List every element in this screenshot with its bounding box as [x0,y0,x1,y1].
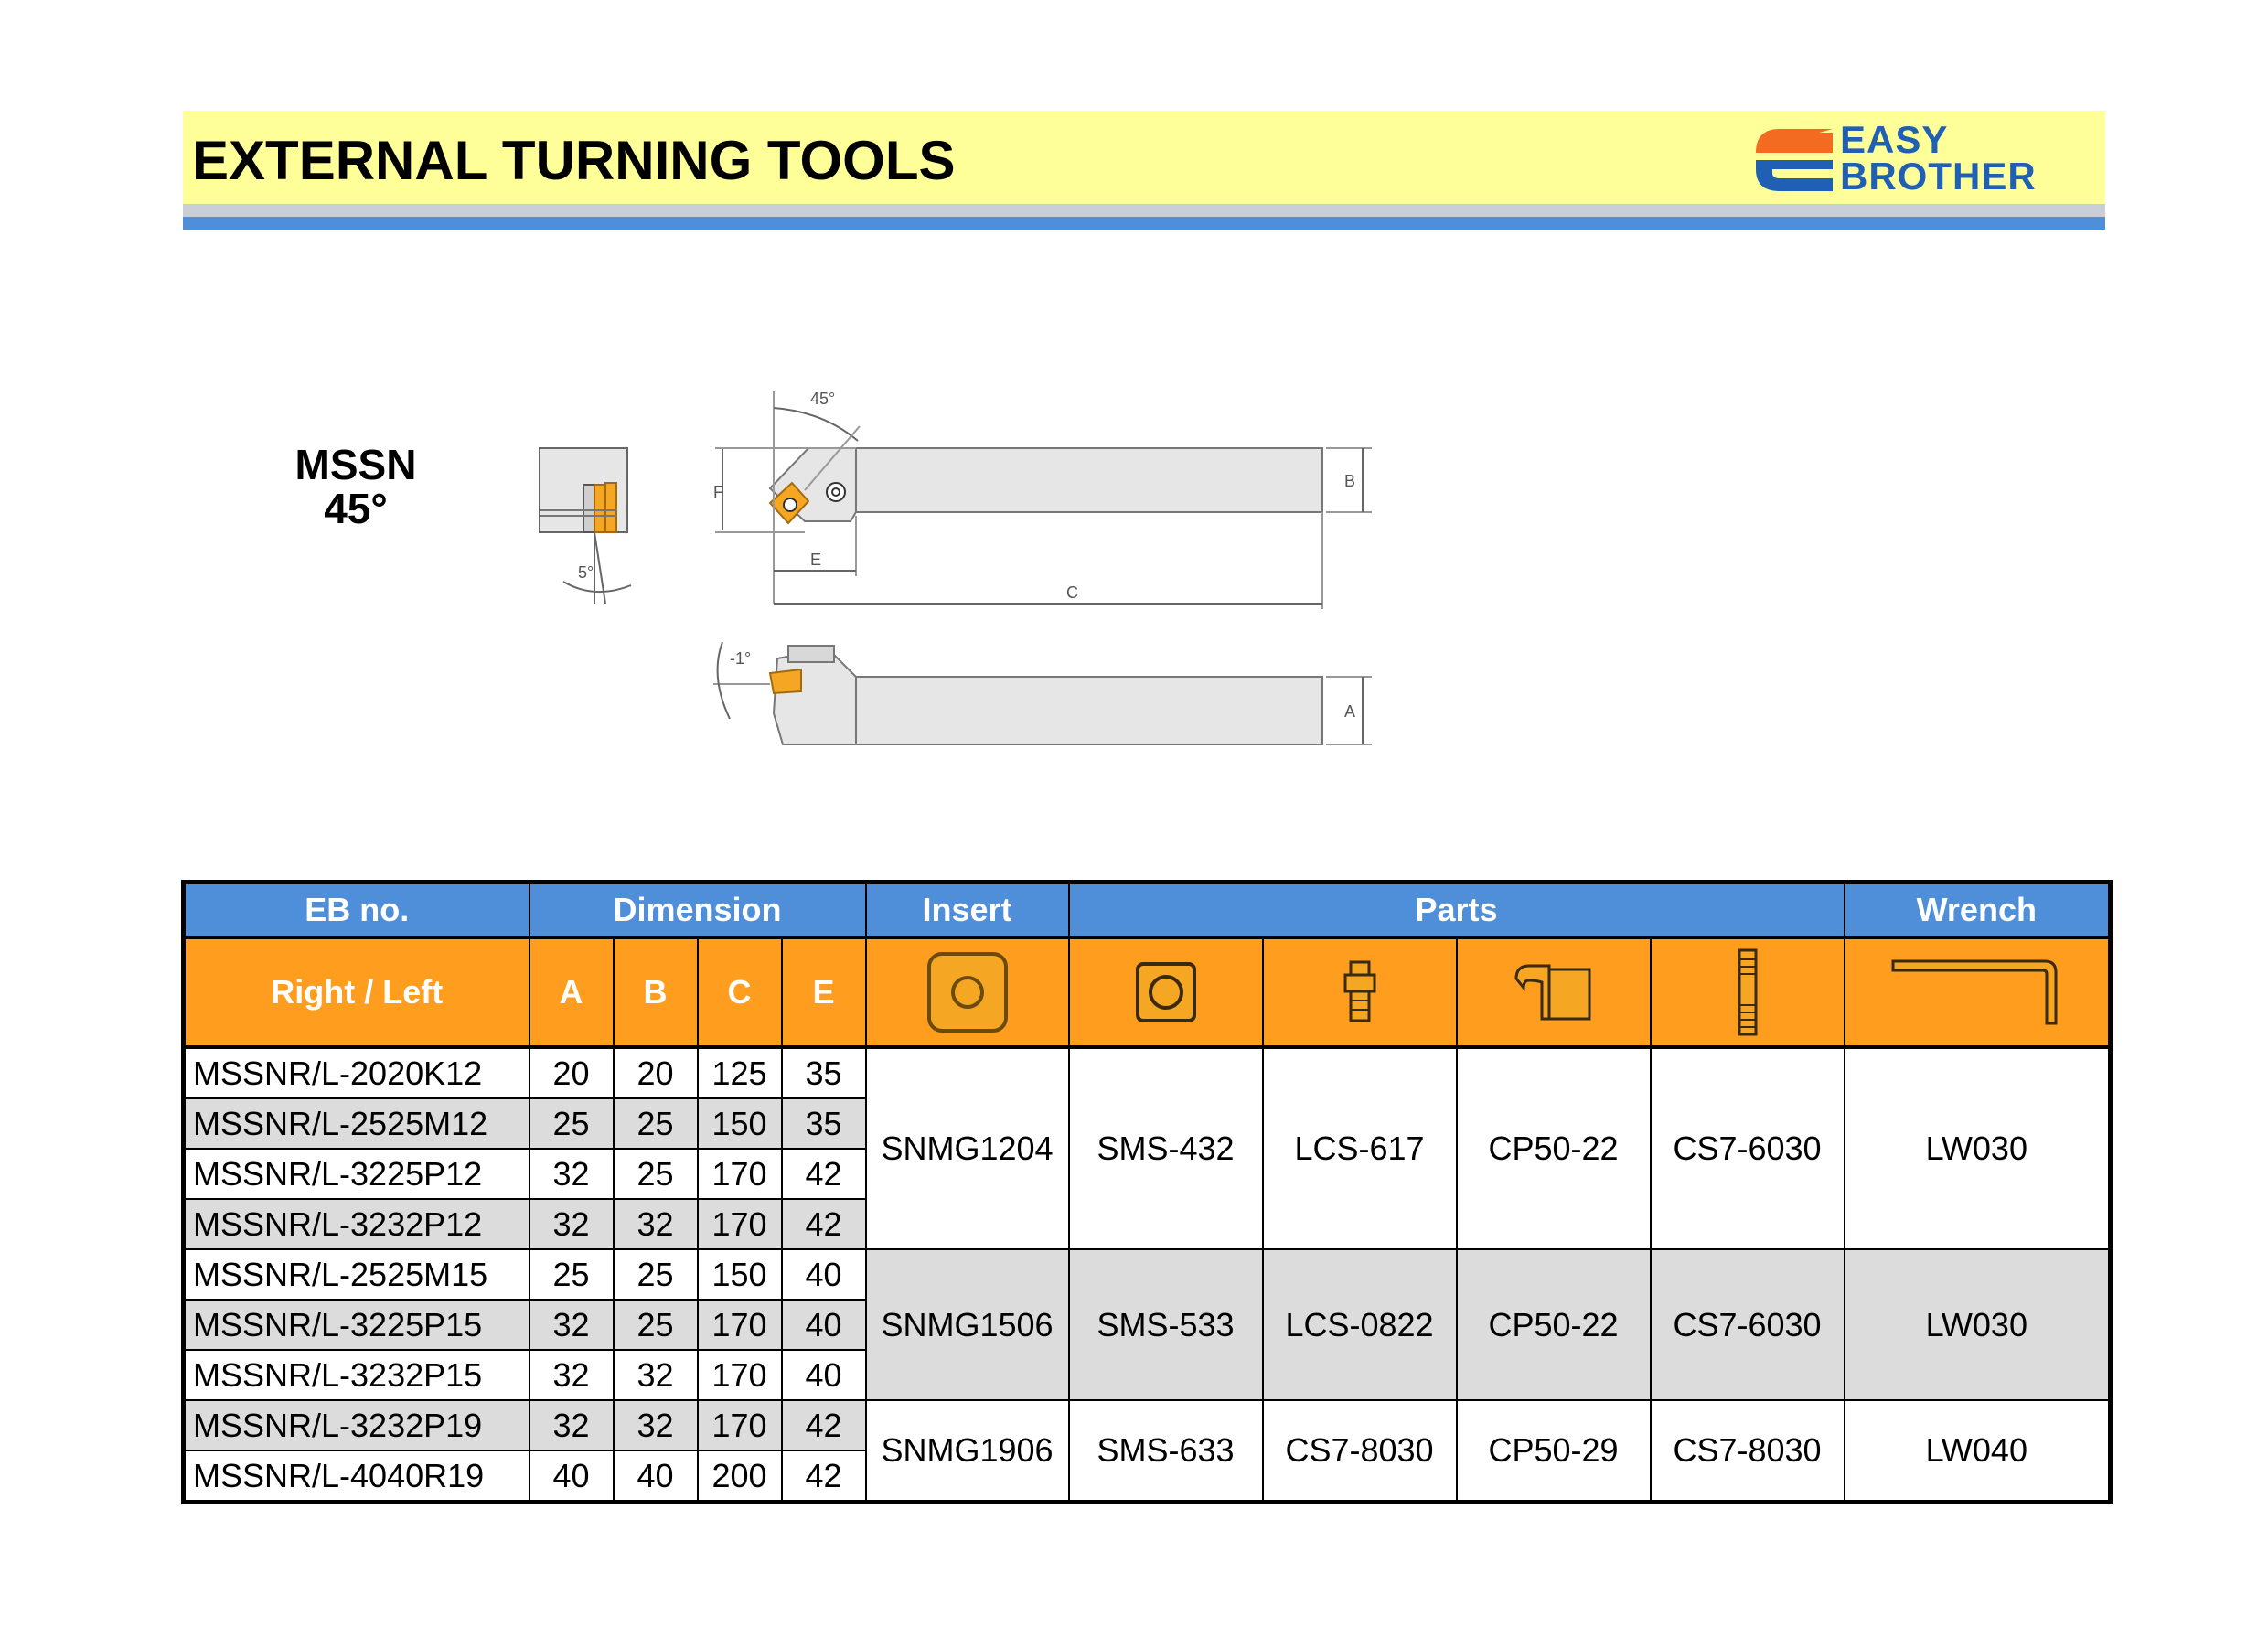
row-E: 40 [782,1300,866,1350]
row-E: 42 [782,1149,866,1199]
group-shim: SMS-533 [1069,1249,1263,1400]
row-C: 170 [698,1199,782,1249]
group-wrench: LW030 [1845,1249,2111,1400]
angle-45-label: 45° [810,390,836,408]
header-wrench: Wrench [1845,883,2111,938]
angle-5-label: 5° [578,563,594,582]
row-C: 200 [698,1450,782,1503]
group-header-row [184,883,2111,938]
header-rule-blue [183,217,2105,230]
row-code: MSSNR/L-3232P12 [184,1199,530,1249]
model-name: MSSN [294,441,417,488]
row-E: 35 [782,1047,866,1098]
brand-line-1: EASY [1840,118,1949,161]
row-B: 32 [614,1199,698,1249]
row-A: 32 [530,1350,614,1400]
row-code: MSSNR/L-3225P12 [184,1149,530,1199]
row-code: MSSNR/L-3232P19 [184,1400,530,1450]
brand-logo [1752,118,2100,198]
row-E: 42 [782,1400,866,1450]
lever-screw-icon [1263,937,1457,1047]
row-B: 25 [614,1149,698,1199]
dim-E-label: E [810,551,822,569]
row-E: 42 [782,1450,866,1503]
row-E: 42 [782,1199,866,1249]
group-screw: CS7-6030 [1651,1249,1845,1400]
group-insert: SNMG1906 [866,1400,1069,1503]
dim-B-label: B [1344,472,1356,490]
clamp-icon [1457,937,1651,1047]
header-dimension: Dimension [530,883,866,938]
row-B: 25 [614,1098,698,1149]
row-E: 35 [782,1098,866,1149]
insert-icon [866,937,1069,1047]
row-code: MSSNR/L-2525M15 [184,1249,530,1300]
header-eb-no: EB no. [184,883,530,938]
row-C: 170 [698,1149,782,1199]
header-C: C [698,937,782,1047]
group-clamp: CP50-22 [1457,1047,1651,1249]
row-C: 125 [698,1047,782,1098]
brand-logo-icon [1752,125,1835,193]
group-insert: SNMG1506 [866,1249,1069,1400]
header-parts: Parts [1069,883,1845,938]
table-row [184,1400,2111,1450]
group-shim: SMS-432 [1069,1047,1263,1249]
row-A: 32 [530,1300,614,1350]
row-A: 20 [530,1047,614,1098]
group-wrench: LW030 [1845,1047,2111,1249]
row-E: 40 [782,1249,866,1300]
group-screw: CS7-6030 [1651,1047,1845,1249]
header-insert: Insert [866,883,1069,938]
tool-drawing [530,375,1390,759]
row-B: 25 [614,1300,698,1350]
row-code: MSSNR/L-4040R19 [184,1450,530,1503]
row-C: 170 [698,1300,782,1350]
row-B: 20 [614,1047,698,1098]
dim-C-label: C [1066,583,1078,602]
group-lever: CS7-8030 [1263,1400,1457,1503]
row-A: 40 [530,1450,614,1503]
page-title: EXTERNAL TURNING TOOLS [192,130,956,191]
row-A: 25 [530,1249,614,1300]
row-B: 32 [614,1400,698,1450]
model-angle: 45° [324,485,388,532]
angle-neg1-label: -1° [730,649,752,668]
group-clamp: CP50-29 [1457,1400,1651,1503]
header-right-left: Right / Left [184,937,530,1047]
hex-wrench-icon [1845,937,2111,1047]
dim-A-label: A [1344,702,1356,721]
header-E: E [782,937,866,1047]
row-C: 150 [698,1249,782,1300]
row-E: 40 [782,1350,866,1400]
row-B: 25 [614,1249,698,1300]
row-A: 32 [530,1199,614,1249]
row-A: 25 [530,1098,614,1149]
row-code: MSSNR/L-3225P15 [184,1300,530,1350]
row-A: 32 [530,1400,614,1450]
group-shim: SMS-633 [1069,1400,1263,1503]
header-rule-gray [183,204,2105,217]
shim-icon [1069,937,1263,1047]
spec-table [181,880,2113,1504]
brand-line-2: BROTHER [1840,155,2037,198]
group-lever: LCS-617 [1263,1047,1457,1249]
table-row [184,1047,2111,1098]
row-code: MSSNR/L-3232P15 [184,1350,530,1400]
table-row [184,1249,2111,1300]
group-insert: SNMG1204 [866,1047,1069,1249]
group-wrench: LW040 [1845,1400,2111,1503]
row-B: 32 [614,1350,698,1400]
sub-header-row [184,937,2111,1047]
group-lever: LCS-0822 [1263,1249,1457,1400]
row-C: 170 [698,1350,782,1400]
model-label [291,443,421,530]
row-code: MSSNR/L-2525M12 [184,1098,530,1149]
row-C: 170 [698,1400,782,1450]
row-B: 40 [614,1450,698,1503]
group-screw: CS7-8030 [1651,1400,1845,1503]
header-A: A [530,937,614,1047]
group-clamp: CP50-22 [1457,1249,1651,1400]
row-A: 32 [530,1149,614,1199]
dim-F-label: F [713,483,723,501]
row-C: 150 [698,1098,782,1149]
header-B: B [614,937,698,1047]
shim-screw-icon [1651,937,1845,1047]
row-code: MSSNR/L-2020K12 [184,1047,530,1098]
